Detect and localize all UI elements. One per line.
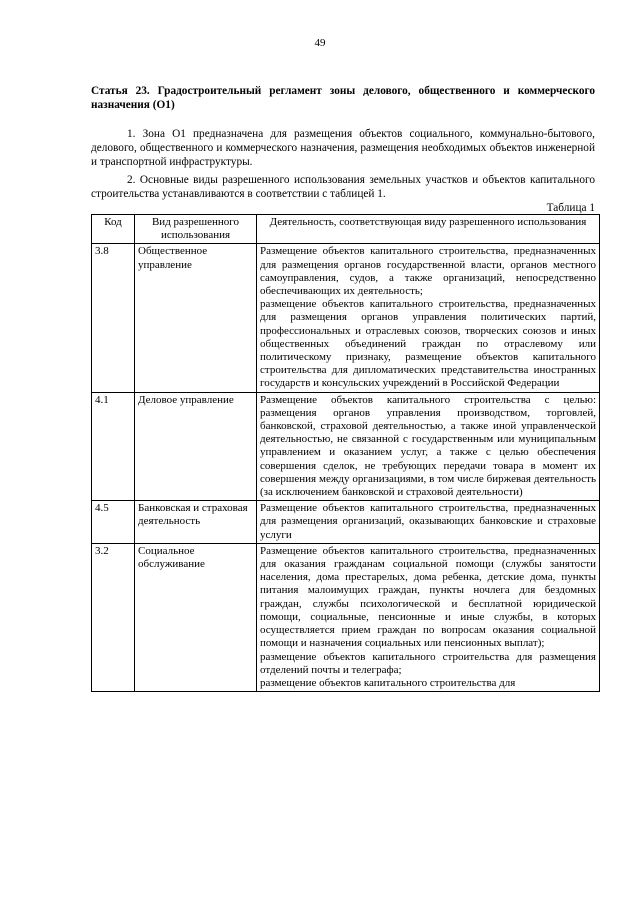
activity-text: Размещение объектов капитального строительства, предназначенных для размещения организаций, оказывающих банковские и страховые услуги <box>260 502 596 541</box>
paragraph-1-text: 1. Зона О1 предназначена для размещения объектов социального, коммунально-бытового, делового, общественного и коммерческого назначения, размещения необходимых объектов инженерной и транспортной инфраструктуры. <box>91 128 595 168</box>
cell-kind: Банковская и страховая деятельность <box>135 501 257 544</box>
cell-code: 3.8 <box>92 244 135 392</box>
cell-code: 4.1 <box>92 392 135 501</box>
activity-text: размещение объектов капитального строительства для размещения отделений почты и телеграфа; <box>260 650 596 676</box>
paragraph-2 <box>91 173 595 201</box>
table-row <box>92 392 600 501</box>
activity-text: Размещение объектов капитального строительства, предназначенных для размещения органов государственной власти, органов местного самоуправления, судов, а также организаций, непосредственно обеспечивающих их деятельность; <box>260 245 596 298</box>
cell-kind: Общественное управление <box>135 244 257 392</box>
cell-activity <box>257 244 600 392</box>
cell-kind: Социальное обслуживание <box>135 543 257 691</box>
activity-text: размещение объектов капитального строительства, предназначенных для размещения органов управления политических партий, профессиональных и отраслевых союзов, творческих союзов и иных общественных объединений граждан по отраслевому или политическому признаку, размещение объектов капитального строительства для дипломатических представительства иностранных государств и консульских учреждений в Российской Федерации <box>260 298 596 390</box>
activity-text: Размещение объектов капитального строительства, предназначенных для оказания гражданам социальной помощи (службы занятости населения, дома престарелых, дома ребенка, детские дома, пункты питания малоимущих граждан, пункты ночлега для бездомных граждан, службы психологической и бесплатной юридической помощи, социальные, пенсионные и иные службы, в которых осуществляется прием граждан по вопросам оказания социальной помощи и назначения социальных или пенсионных выплат); <box>260 544 596 650</box>
header-kind: Вид разрешенного использования <box>135 215 257 244</box>
permitted-use-table <box>91 214 600 692</box>
activity-text: Размещение объектов капитального строительства с целью: размещения органов управления производством, торговлей, банковской, страховой деятельностью, а также иной управленческой деятельностью, не связанной с государственным или муниципальным управлением и оказанием услуг, а также с целью обеспечения совершения сделок, не требующих передачи товара в момент их совершения между организациями, в том числе биржевая деятельность (за исключением банковской и страховой деятельности) <box>260 393 596 499</box>
cell-code: 4.5 <box>92 501 135 544</box>
table-header-row <box>92 215 600 244</box>
cell-activity <box>257 543 600 691</box>
cell-activity <box>257 501 600 544</box>
cell-activity <box>257 392 600 501</box>
cell-kind: Деловое управление <box>135 392 257 501</box>
table-row <box>92 501 600 544</box>
page-number: 49 <box>314 37 326 49</box>
cell-code: 3.2 <box>92 543 135 691</box>
table-caption: Таблица 1 <box>546 202 595 214</box>
header-code: Код <box>92 215 135 244</box>
table-row <box>92 244 600 392</box>
article-title: Статья 23. Градостроительный регламент зоны делового, общественного и коммерческого назначения (О1) <box>91 85 595 111</box>
paragraph-1 <box>91 127 595 169</box>
activity-text: размещение объектов капитального строительства для <box>260 676 516 689</box>
table-row <box>92 543 600 691</box>
paragraph-2-text: 2. Основные виды разрешенного использования земельных участков и объектов капитального строительства устанавливаются в соответствии с таблицей 1. <box>91 174 595 200</box>
header-activity: Деятельность, соответствующая виду разрешенного использования <box>257 215 600 244</box>
